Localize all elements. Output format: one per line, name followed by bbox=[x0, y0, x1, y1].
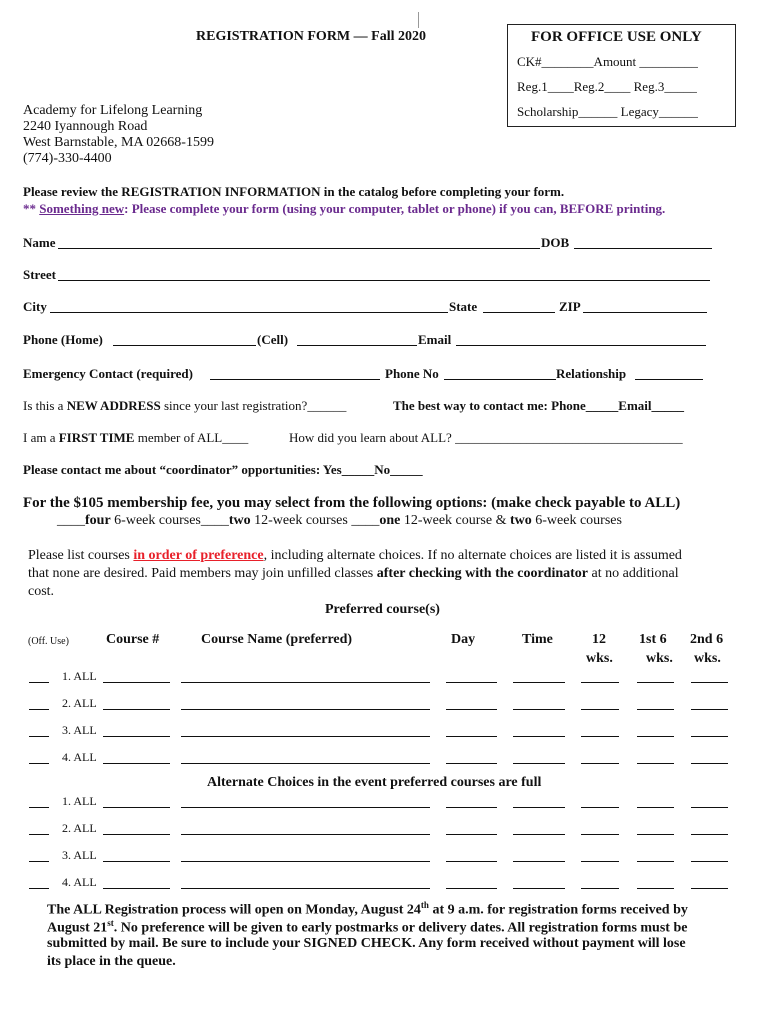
day-field[interactable] bbox=[446, 834, 497, 835]
instructions-line-2 bbox=[28, 566, 679, 582]
membership-line bbox=[23, 495, 680, 512]
col-course-number: Course # bbox=[106, 632, 160, 647]
phone-home-label: Phone (Home) bbox=[23, 332, 103, 347]
intro-stars: ** bbox=[23, 201, 40, 216]
option-one-two-bold: two bbox=[509, 513, 532, 528]
1st6-field[interactable] bbox=[637, 807, 674, 808]
footer-l2-sup: st bbox=[107, 918, 114, 928]
course-number-field[interactable] bbox=[103, 682, 170, 683]
first-time-post: member of ALL____ bbox=[134, 430, 249, 445]
email-field[interactable] bbox=[456, 345, 706, 346]
intro-line-2-rest: : Please complete your form (using your computer, tablet or phone) if you can, BEFORE printing. bbox=[124, 201, 666, 216]
emergency-contact-field[interactable] bbox=[210, 379, 380, 380]
office-use-field[interactable] bbox=[29, 682, 49, 683]
1st6-field[interactable] bbox=[637, 834, 674, 835]
street-label: Street bbox=[23, 267, 56, 282]
relationship-field[interactable] bbox=[635, 379, 703, 380]
best-contact-question[interactable]: The best way to contact me: Phone_____Email_____ bbox=[393, 398, 685, 413]
office-reg-line: Reg.1____Reg.2____ Reg.3_____ bbox=[517, 79, 697, 94]
street-field[interactable] bbox=[58, 280, 710, 281]
page-marker bbox=[418, 12, 419, 28]
email-label: Email bbox=[418, 332, 452, 347]
option-one-text-end: 6-week courses bbox=[531, 513, 622, 528]
course-name-field[interactable] bbox=[181, 834, 430, 835]
state-field[interactable] bbox=[483, 312, 555, 313]
course-number-field[interactable] bbox=[103, 736, 170, 737]
zip-field[interactable] bbox=[583, 312, 707, 313]
emergency-phone-field[interactable] bbox=[444, 379, 556, 380]
footer-l1a: The ALL Registration process will open on Monday, August 24 bbox=[47, 902, 421, 918]
day-field[interactable] bbox=[446, 807, 497, 808]
course-number-field[interactable] bbox=[103, 709, 170, 710]
col-12wk-top: 12 bbox=[592, 632, 606, 647]
1st6-field[interactable] bbox=[637, 861, 674, 862]
day-field[interactable] bbox=[446, 736, 497, 737]
option-four-text: 6-week courses bbox=[110, 513, 201, 528]
course-name-field[interactable] bbox=[181, 682, 430, 683]
dob-label: DOB bbox=[541, 235, 570, 250]
dob-field[interactable] bbox=[574, 248, 712, 249]
new-address-pre: Is this a bbox=[23, 398, 67, 413]
instructions-line2-post: at no additional bbox=[588, 566, 679, 581]
row-label: 3. ALL bbox=[62, 723, 97, 737]
org-city: West Barnstable, MA 02668-1599 bbox=[23, 135, 214, 150]
12wk-field[interactable] bbox=[581, 709, 619, 710]
time-field[interactable] bbox=[513, 709, 565, 710]
office-use-field[interactable] bbox=[29, 861, 49, 862]
2nd6-field[interactable] bbox=[691, 861, 728, 862]
row-label: 1. ALL bbox=[62, 669, 97, 683]
first-time-bold: FIRST TIME bbox=[58, 430, 135, 445]
office-use-title: FOR OFFICE USE ONLY bbox=[531, 29, 702, 45]
intro-line-2 bbox=[23, 201, 665, 217]
option-four-blank[interactable]: ____ bbox=[57, 513, 85, 528]
membership-options[interactable] bbox=[57, 513, 622, 529]
12wk-field[interactable] bbox=[581, 763, 619, 764]
org-name: Academy for Lifelong Learning bbox=[23, 103, 203, 118]
org-street: 2240 Iyannough Road bbox=[23, 119, 148, 134]
col-1st6-top: 1st 6 bbox=[639, 632, 667, 647]
zip-label: ZIP bbox=[559, 299, 581, 314]
office-use-field[interactable] bbox=[29, 736, 49, 737]
first-time-pre: I am a bbox=[23, 430, 59, 445]
cell-field[interactable] bbox=[297, 345, 417, 346]
footer-l2b: . No preference will be given to early postmarks or delivery dates. All registration forms must be bbox=[113, 920, 688, 936]
state-label: State bbox=[449, 299, 478, 314]
option-four-bold: four bbox=[85, 513, 111, 528]
12wk-field[interactable] bbox=[581, 888, 619, 889]
footer-l1-sup: th bbox=[420, 900, 429, 910]
time-field[interactable] bbox=[513, 888, 565, 889]
col-day: Day bbox=[451, 632, 476, 647]
row-label: 1. ALL bbox=[62, 794, 97, 808]
option-two-blank[interactable]: ____ bbox=[200, 513, 229, 528]
new-address-question[interactable] bbox=[23, 398, 346, 414]
new-address-post: since your last registration?______ bbox=[160, 398, 347, 413]
new-address-bold: NEW ADDRESS bbox=[66, 398, 161, 413]
course-number-field[interactable] bbox=[103, 763, 170, 764]
office-scholarship-line: Scholarship______ Legacy______ bbox=[517, 104, 698, 119]
instructions-line2-bold: after checking with the coordinator bbox=[376, 566, 589, 581]
2nd6-field[interactable] bbox=[691, 709, 728, 710]
learn-about-question[interactable]: How did you learn about ALL? ___________________________________ bbox=[289, 430, 683, 445]
2nd6-field[interactable] bbox=[691, 736, 728, 737]
cell-label: (Cell) bbox=[257, 332, 289, 347]
2nd6-field[interactable] bbox=[691, 834, 728, 835]
coordinator-question[interactable]: Please contact me about “coordinator” opportunities: Yes_____No_____ bbox=[23, 462, 423, 477]
option-two-text: 12-week courses bbox=[250, 513, 352, 528]
course-number-field[interactable] bbox=[103, 807, 170, 808]
12wk-field[interactable] bbox=[581, 807, 619, 808]
relationship-label: Relationship bbox=[556, 366, 627, 381]
office-use-field[interactable] bbox=[29, 807, 49, 808]
something-new-label: Something new bbox=[39, 201, 125, 216]
name-label: Name bbox=[23, 235, 56, 250]
course-name-field[interactable] bbox=[181, 861, 430, 862]
footer-l2a: August 21 bbox=[47, 920, 108, 936]
day-field[interactable] bbox=[446, 763, 497, 764]
day-field[interactable] bbox=[446, 888, 497, 889]
row-label: 2. ALL bbox=[62, 821, 97, 835]
footer-line-2 bbox=[47, 918, 687, 937]
12wk-field[interactable] bbox=[581, 861, 619, 862]
option-one-bold: one bbox=[379, 513, 401, 528]
row-label: 2. ALL bbox=[62, 696, 97, 710]
instructions-pre: Please list courses bbox=[28, 548, 134, 563]
footer-line-4: its place in the queue. bbox=[47, 954, 176, 969]
course-name-field[interactable] bbox=[181, 763, 430, 764]
course-name-field[interactable] bbox=[181, 709, 430, 710]
time-field[interactable] bbox=[513, 682, 565, 683]
membership-rest: : (make check payable to ALL) bbox=[482, 495, 681, 511]
office-use-field[interactable] bbox=[29, 763, 49, 764]
col-2nd6-top: 2nd 6 bbox=[690, 632, 724, 647]
time-field[interactable] bbox=[513, 736, 565, 737]
col-course-name: Course Name (preferred) bbox=[201, 632, 353, 647]
name-field[interactable] bbox=[58, 248, 540, 249]
order-of-preference: in order of preference bbox=[133, 548, 264, 563]
membership-bold: For the $105 membership fee, you may select from the following options bbox=[23, 495, 483, 511]
option-one-blank[interactable]: ____ bbox=[351, 513, 380, 528]
office-use-field[interactable] bbox=[29, 834, 49, 835]
instructions-line-1 bbox=[28, 548, 682, 564]
form-title: REGISTRATION FORM — Fall 2020 bbox=[196, 29, 426, 44]
course-number-field[interactable] bbox=[103, 861, 170, 862]
2nd6-field[interactable] bbox=[691, 807, 728, 808]
city-field[interactable] bbox=[50, 312, 448, 313]
time-field[interactable] bbox=[513, 807, 565, 808]
office-use-box bbox=[507, 24, 736, 127]
col-1st6-bottom: wks. bbox=[646, 651, 673, 666]
alternate-heading: Alternate Choices in the event preferred courses are full bbox=[207, 775, 542, 790]
office-use-field[interactable] bbox=[29, 709, 49, 710]
12wk-field[interactable] bbox=[581, 736, 619, 737]
course-number-field[interactable] bbox=[103, 888, 170, 889]
course-name-field[interactable] bbox=[181, 888, 430, 889]
instructions-line2-pre: that none are desired. Paid members may join unfilled classes bbox=[28, 566, 377, 581]
day-field[interactable] bbox=[446, 861, 497, 862]
option-two-bold: two bbox=[228, 513, 251, 528]
phone-home-field[interactable] bbox=[113, 345, 256, 346]
footer-l1b: at 9 a.m. for registration forms received by bbox=[428, 902, 688, 918]
course-name-field[interactable] bbox=[181, 736, 430, 737]
1st6-field[interactable] bbox=[637, 888, 674, 889]
office-check-amount: CK#________Amount _________ bbox=[517, 54, 698, 69]
first-time-question[interactable] bbox=[23, 430, 248, 446]
row-label: 4. ALL bbox=[62, 875, 97, 889]
instructions-mid: , including alternate choices. If no alternate choices are listed it is assumed bbox=[263, 548, 682, 563]
time-field[interactable] bbox=[513, 861, 565, 862]
day-field[interactable] bbox=[446, 682, 497, 683]
col-2nd6-bottom: wks. bbox=[694, 651, 721, 666]
phone-no-label: Phone No bbox=[385, 366, 439, 381]
col-time: Time bbox=[522, 632, 553, 647]
preferred-heading: Preferred course(s) bbox=[325, 602, 440, 617]
time-field[interactable] bbox=[513, 834, 565, 835]
instructions-line-3: cost. bbox=[28, 584, 55, 599]
time-field[interactable] bbox=[513, 763, 565, 764]
1st6-field[interactable] bbox=[637, 763, 674, 764]
emergency-contact-label: Emergency Contact (required) bbox=[23, 366, 193, 381]
course-number-field[interactable] bbox=[103, 834, 170, 835]
option-one-text: 12-week course & bbox=[400, 513, 510, 528]
city-label: City bbox=[23, 299, 47, 314]
intro-line-1: Please review the REGISTRATION INFORMATION in the catalog before completing your form. bbox=[23, 184, 565, 199]
12wk-field[interactable] bbox=[581, 834, 619, 835]
1st6-field[interactable] bbox=[637, 736, 674, 737]
footer-line-3: submitted by mail. Be sure to include your SIGNED CHECK. Any form received without payment will lose bbox=[47, 936, 686, 951]
day-field[interactable] bbox=[446, 709, 497, 710]
org-phone: (774)-330-4400 bbox=[23, 151, 112, 166]
footer-line-1 bbox=[47, 900, 688, 919]
2nd6-field[interactable] bbox=[691, 682, 728, 683]
course-name-field[interactable] bbox=[181, 807, 430, 808]
office-use-field[interactable] bbox=[29, 888, 49, 889]
row-label: 4. ALL bbox=[62, 750, 97, 764]
1st6-field[interactable] bbox=[637, 682, 674, 683]
off-use-label: (Off. Use) bbox=[28, 636, 69, 647]
row-label: 3. ALL bbox=[62, 848, 97, 862]
col-12wk-bottom: wks. bbox=[586, 651, 613, 666]
1st6-field[interactable] bbox=[637, 709, 674, 710]
2nd6-field[interactable] bbox=[691, 763, 728, 764]
2nd6-field[interactable] bbox=[691, 888, 728, 889]
12wk-field[interactable] bbox=[581, 682, 619, 683]
